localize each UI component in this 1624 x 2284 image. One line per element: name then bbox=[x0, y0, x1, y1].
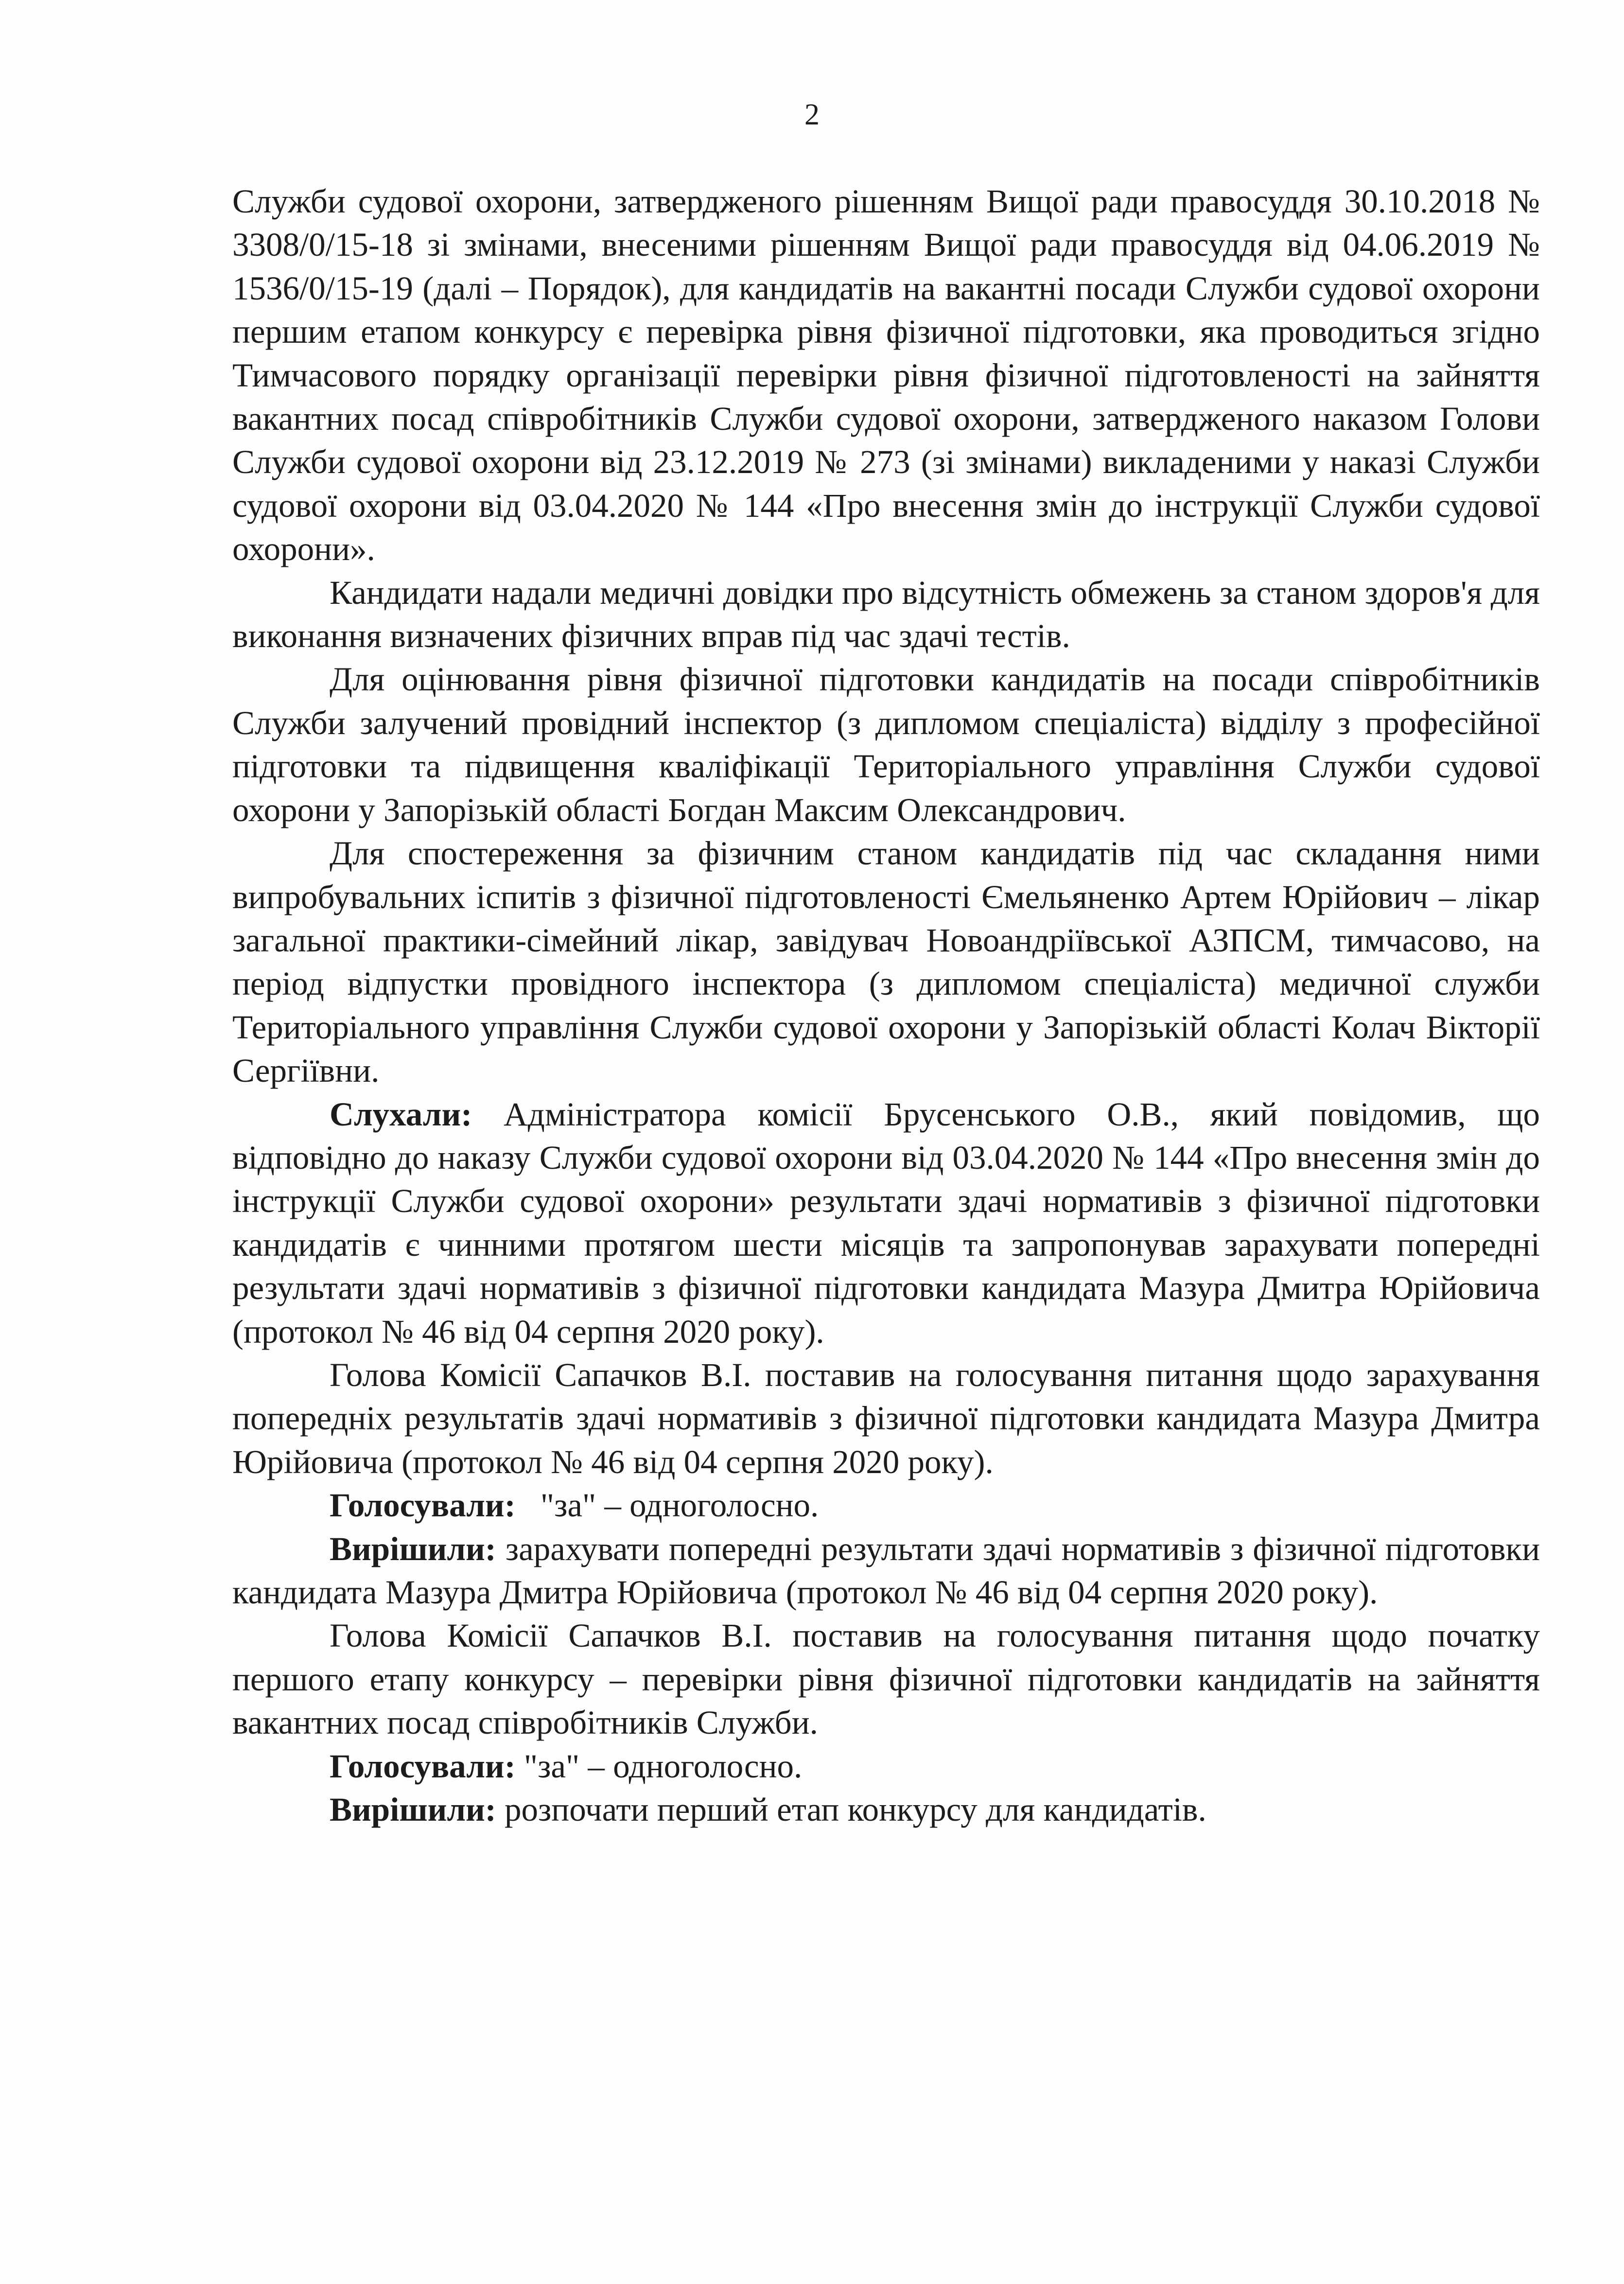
paragraph-chair-vote-stage: Голова Комісії Сапачков В.І. поставив на голосування питання щодо початку першого етапу конкурсу – перевірки рівня фізичної підготовки кандидатів на зайняття вакантних посад співробітників Служби. bbox=[232, 1617, 1540, 1741]
paragraph-voted-second bbox=[232, 1745, 1540, 1788]
decided-label: Вирішили: bbox=[330, 1530, 496, 1567]
page-number: 2 bbox=[804, 98, 820, 131]
paragraph-voted-first bbox=[232, 1484, 1540, 1527]
voted-text: "за" – одноголосно. bbox=[540, 1487, 819, 1524]
paragraph-heard bbox=[232, 1093, 1540, 1353]
heard-text: Адміністратора комісії Брусенського О.В., який повідомив, що відповідно до наказу Служби судової охорони від 03.04.2020 № 144 «Про внесення змін до інструкції Служби судової охорони» результати здачі нормативів з фізичної підготовки кандидатів є чинними протягом шести місяців та запропонував зарахувати попередні результати здачі нормативів з фізичної підготовки кандидата Мазура Дмитра Юрійовича (протокол № 46 від 04 серпня 2020 року). bbox=[232, 1095, 1540, 1350]
voted-label: Голосували: bbox=[330, 1747, 516, 1785]
paragraph-medical-certificates: Кандидати надали медичні довідки про відсутність обмежень за станом здоров'я для виконання визначених фізичних вправ під час здачі тестів. bbox=[232, 574, 1540, 655]
heard-label: Слухали: bbox=[330, 1095, 472, 1133]
paragraph-assessment-inspector: Для оцінювання рівня фізичної підготовки кандидатів на посади співробітників Служби залучений провідний інспектор (з дипломом спеціаліста) відділу з професійної підготовки та підвищення кваліфікації Територіального управління Служби судової охорони у Запорізькій області Богдан Максим Олександрович. bbox=[232, 661, 1540, 828]
paragraph-decided-first bbox=[232, 1528, 1540, 1615]
paragraph-procedure-reference: Служби судової охорони, затвердженого рішенням Вищої ради правосуддя 30.10.2018 № 3308/0/15-18 зі змінами, внесеними рішенням Вищої ради правосуддя від 04.06.2019 № 1536/0/15-19 (далі – Порядок), для кандидатів на вакантні посади Служби судової охорони першим етапом конкурсу є перевірка рівня фізичної підготовки, яка проводиться згідно Тимчасового порядку організації перевірки рівня фізичної підготовленості на зайняття вакантних посад співробітників Служби судової охорони, затвердженого наказом Голови Служби судової охорони від 23.12.2019 № 273 (зі змінами) викладеними у наказі Служби судової охорони від 03.04.2020 № 144 «Про внесення змін до інструкції Служби судової охорони». bbox=[232, 183, 1540, 568]
decided-text: розпочати перший етап конкурсу для кандидатів. bbox=[505, 1791, 1206, 1828]
document-body bbox=[232, 180, 1540, 1831]
paragraph-decided-second bbox=[232, 1788, 1540, 1831]
paragraph-medical-observer: Для спостереження за фізичним станом кандидатів під час складання ними випробувальних іспитів з фізичної підготовленості Ємельяненко Артем Юрійович – лікар загальної практики-сімейний лікар, завідувач Новоандріївської АЗПСМ, тимчасово, на період відпустки провідного інспектора (з дипломом спеціаліста) медичної служби Територіального управління Служби судової охорони у Запорізькій області Колач Вікторії Сергіївни. bbox=[232, 835, 1540, 1089]
decided-label: Вирішили: bbox=[330, 1791, 496, 1828]
decided-text: зарахувати попередні результати здачі нормативів з фізичної підготовки кандидата Мазура Дмитра Юрійовича (протокол № 46 від 04 серпня 2020 року). bbox=[232, 1530, 1540, 1611]
paragraph-chair-vote-results: Голова Комісії Сапачков В.І. поставив на голосування питання щодо зарахування попередніх результатів здачі нормативів з фізичної підготовки кандидата Мазура Дмитра Юрійовича (протокол № 46 від 04 серпня 2020 року). bbox=[232, 1356, 1540, 1480]
voted-text: "за" – одноголосно. bbox=[524, 1747, 803, 1785]
voted-label: Голосували: bbox=[330, 1487, 516, 1524]
